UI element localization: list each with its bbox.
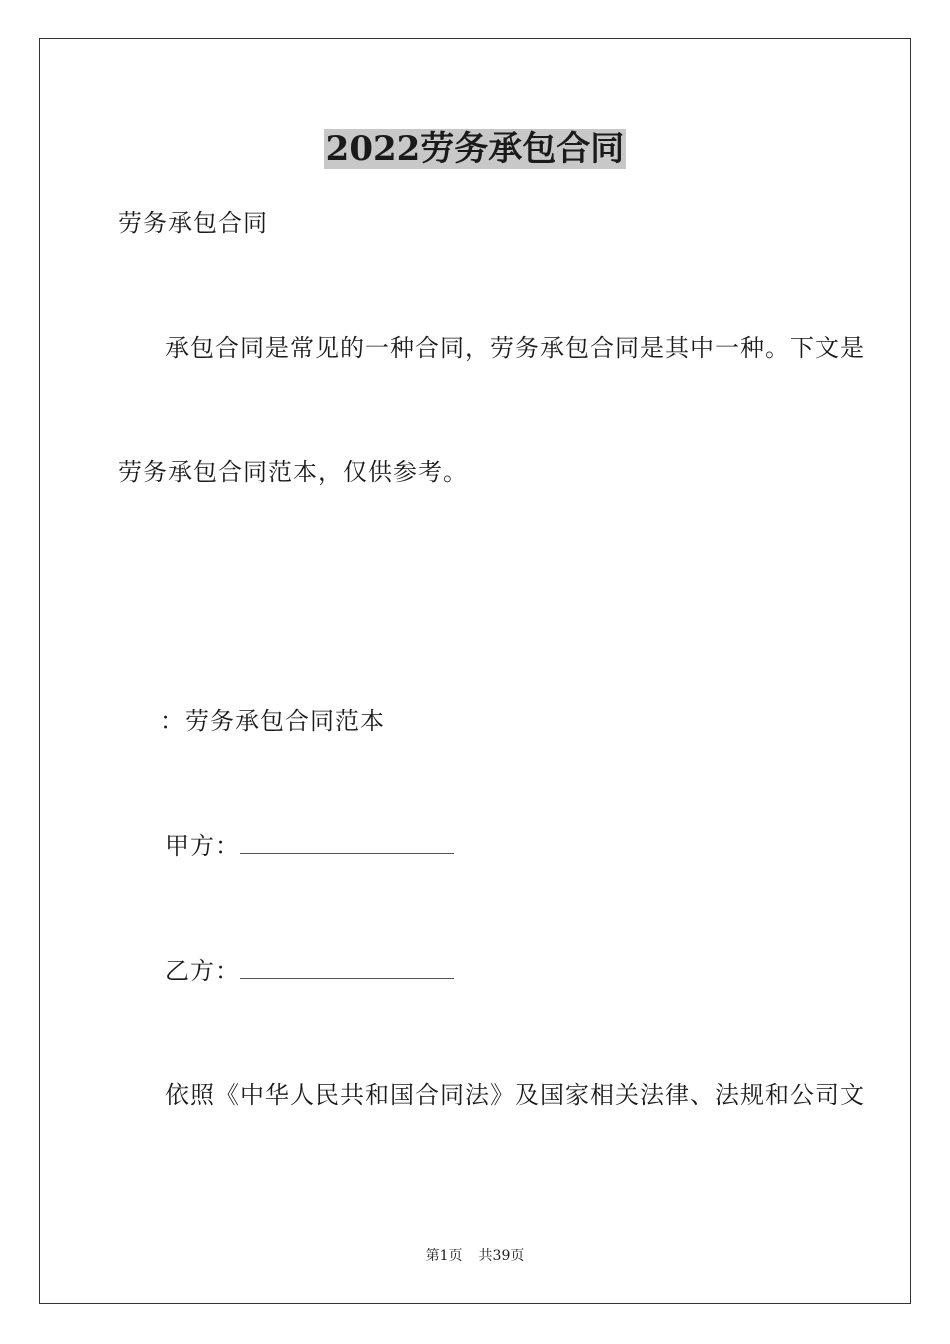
document-title xyxy=(0,126,950,172)
document-subtitle: 劳务承包合同 xyxy=(118,209,268,237)
page-footer xyxy=(0,1246,950,1266)
intro-paragraph-line-2: 劳务承包合同范本，仅供参考。 xyxy=(118,458,468,486)
party-b-label: 乙方： xyxy=(165,957,240,985)
party-a-label: 甲方： xyxy=(165,832,240,860)
page-current: 第1页 xyxy=(425,1248,463,1264)
intro-paragraph-line-1: 承包合同是常见的一种合同，劳务承包合同是其中一种。下文是 xyxy=(165,334,865,362)
party-b-blank-line xyxy=(240,956,454,979)
document-title-text: 2022劳务承包合同 xyxy=(325,129,625,169)
party-b-row xyxy=(165,955,454,987)
section-heading: ：劳务承包合同范本 xyxy=(160,707,385,735)
page-total: 共39页 xyxy=(478,1248,525,1264)
legal-basis-line: 依照《中华人民共和国合同法》及国家相关法律、法规和公司文 xyxy=(165,1081,865,1109)
party-a-blank-line xyxy=(240,831,454,854)
party-a-row xyxy=(165,830,454,862)
